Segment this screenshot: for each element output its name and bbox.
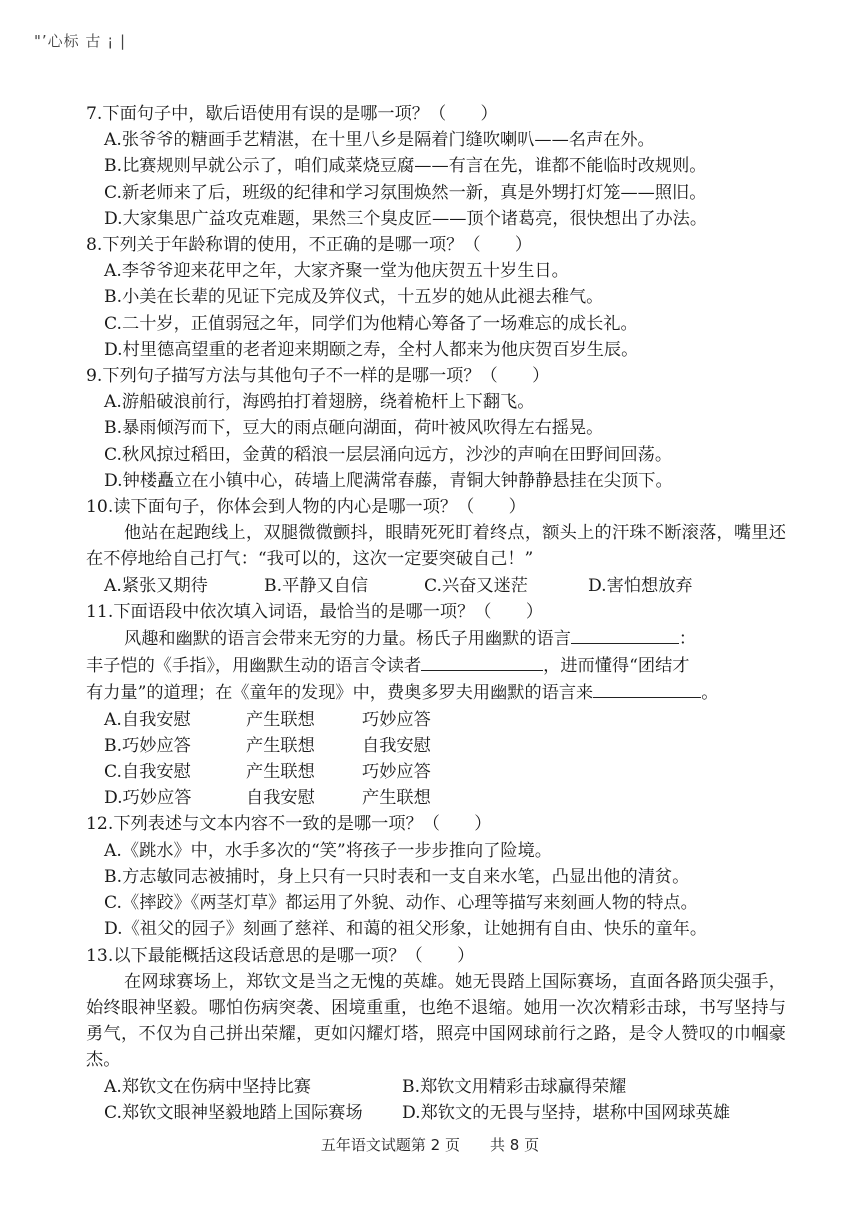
option-a: A.张爷爷的糖画手艺精湛，在十里八乡是隔着门缝吹喇叭——名声在外。 — [104, 130, 655, 151]
option-row — [86, 573, 786, 599]
option-a: A.紧张又期待 — [104, 575, 208, 596]
reading-passage: 在网球赛场上，郑钦文是当之无愧的英雄。她无畏踏上国际赛场，直面各路顶尖强手，始终眼神坚毅。哪怕伤病突袭、困境重重，也绝不退缩。她用一次次精彩击球，书写坚持与勇气，不仅为自己拼出荣耀，更如闪耀灯塔，照亮中国网球前行之路，是令人赞叹的巾帼豪杰。 — [86, 971, 786, 1071]
question-stem: 13.以下最能概括这段话意思的是哪一项？（ ） — [86, 945, 475, 966]
question-7 — [86, 101, 786, 232]
option-row — [86, 1100, 786, 1126]
option-d: D.《祖父的园子》刻画了慈祥、和蔼的祖父形象，让她拥有自由、快乐的童年。 — [104, 919, 708, 940]
question-stem: 9.下列句子描写方法与其他句子不一样的是哪一项？（ ） — [86, 366, 550, 387]
option-b: B.平静又自信 — [264, 575, 369, 596]
option-word: 产生联想 — [362, 788, 431, 809]
question-stem: 12.下列表述与文本内容不一致的是哪一项？（ ） — [86, 814, 492, 835]
corner-scribble: "’心标 古 ¡ | — [34, 32, 127, 50]
passage-text: 风趣和幽默的语言会带来无穷的力量。杨氏子用幽默的语言 — [124, 629, 571, 650]
option-word: 巧妙应答 — [362, 709, 431, 730]
option-d: D.钟楼矗立在小镇中心，砖墙上爬满常春藤，青铜大钟静静悬挂在尖顶下。 — [104, 470, 673, 491]
question-stem: 8.下列关于年龄称谓的使用，不正确的是哪一项？（ ） — [86, 235, 533, 256]
option-c: C.新老师来了后，班级的纪律和学习氛围焕然一新，真是外甥打灯笼——照旧。 — [104, 182, 707, 203]
option-b: B.方志敏同志被捕时，身上只有一只时表和一支自来水笔，凸显出他的清贫。 — [104, 866, 690, 887]
option-word: 自我安慰 — [362, 735, 431, 756]
fill-in-passage — [86, 625, 786, 707]
option-d: D.大家集思广益攻克难题，果然三个臭皮匠——顶个诸葛亮，很快想出了办法。 — [104, 208, 708, 229]
question-10 — [86, 494, 786, 599]
answer-blank-3 — [593, 679, 701, 698]
passage-text: 有力量”的道理；在《童年的发现》中，费奥多罗夫用幽默的语言来 — [86, 683, 594, 704]
option-c: C.二十岁，正值弱冠之年，同学们为他精心筹备了一场难忘的成长礼。 — [104, 313, 638, 334]
question-stem: 10.读下面句子，你体会到人物的内心是哪一项？（ ） — [86, 497, 526, 518]
option-b: B.小美在长辈的见证下完成及笄仪式，十五岁的她从此褪去稚气。 — [104, 287, 604, 308]
option-word: D.巧妙应答 — [104, 788, 192, 809]
option-row — [86, 1074, 786, 1100]
option-c: C.郑钦文眼神坚毅地踏上国际赛场 — [104, 1102, 363, 1123]
option-c — [104, 759, 786, 785]
option-word: C.自我安慰 — [104, 762, 191, 783]
option-c: C.兴奋又迷茫 — [424, 575, 528, 596]
option-c: C.秋风掠过稻田，金黄的稻浪一层层涌向远方，沙沙的声响在田野间回荡。 — [104, 444, 673, 465]
question-9 — [86, 363, 786, 494]
option-a: A.李爷爷迎来花甲之年，大家齐聚一堂为他庆贺五十岁生日。 — [104, 261, 569, 282]
question-stem: 7.下面句子中，歇后语使用有误的是哪一项？（ ） — [86, 104, 498, 124]
question-stem: 11.下面语段中依次填入词语，最恰当的是哪一项？（ ） — [86, 601, 544, 622]
answer-blank-2 — [421, 652, 543, 671]
option-a: A.郑钦文在伤病中坚持比赛 — [104, 1076, 311, 1097]
question-8 — [86, 232, 786, 363]
passage-text: 丰子恺的《手指》，用幽默生动的语言令读者 — [86, 656, 422, 677]
option-grid — [86, 707, 786, 812]
option-d — [104, 785, 786, 811]
option-b — [104, 733, 786, 759]
passage-text: ，进而懂得“团结才 — [543, 656, 690, 677]
answer-blank-1 — [571, 625, 679, 644]
exam-page-body — [86, 101, 786, 1126]
passage-text: 。 — [701, 683, 719, 704]
option-word: B.巧妙应答 — [104, 735, 191, 756]
option-b: B.郑钦文用精彩击球赢得荣耀 — [402, 1076, 627, 1097]
option-d: D.害怕想放弃 — [588, 575, 693, 596]
option-word: 巧妙应答 — [362, 762, 431, 783]
passage-text: ： — [678, 629, 697, 650]
option-a — [104, 707, 786, 733]
option-b: B.暴雨倾泻而下，豆大的雨点砸向湖面，荷叶被风吹得左右摇晃。 — [104, 418, 604, 439]
question-12 — [86, 811, 786, 942]
option-d: D.郑钦文的无畏与坚持，堪称中国网球英雄 — [402, 1102, 731, 1123]
option-word: 自我安慰 — [246, 788, 315, 809]
reading-passage: 他站在起跑线上，双腿微微颤抖，眼睛死死盯着终点，额头上的汗珠不断滚落，嘴里还在不停地给自己打气：“我可以的，这次一定要突破自己！” — [86, 523, 786, 570]
option-a: A.《跳水》中，水手多次的“笑”将孩子一步步推向了险境。 — [104, 840, 552, 861]
option-a: A.游船破浪前行，海鸥拍打着翅膀，绕着桅杆上下翻飞。 — [104, 392, 535, 413]
option-b: B.比赛规则早就公示了，咱们咸菜烧豆腐——有言在先，谁都不能临时改规则。 — [104, 156, 707, 177]
page-footer: 五年语文试题第 2 页 共 8 页 — [320, 1136, 540, 1154]
option-word: A.自我安慰 — [104, 709, 191, 730]
option-c: C.《摔跤》《两茎灯草》都运用了外貌、动作、心理等描写来刻画人物的特点。 — [104, 893, 698, 914]
option-word: 产生联想 — [246, 735, 315, 756]
question-13 — [86, 943, 786, 1126]
option-word: 产生联想 — [246, 709, 315, 730]
option-d: D.村里德高望重的老者迎来期颐之寿，全村人都来为他庆贺百岁生辰。 — [104, 339, 639, 360]
option-word: 产生联想 — [246, 762, 315, 783]
question-11 — [86, 599, 786, 812]
